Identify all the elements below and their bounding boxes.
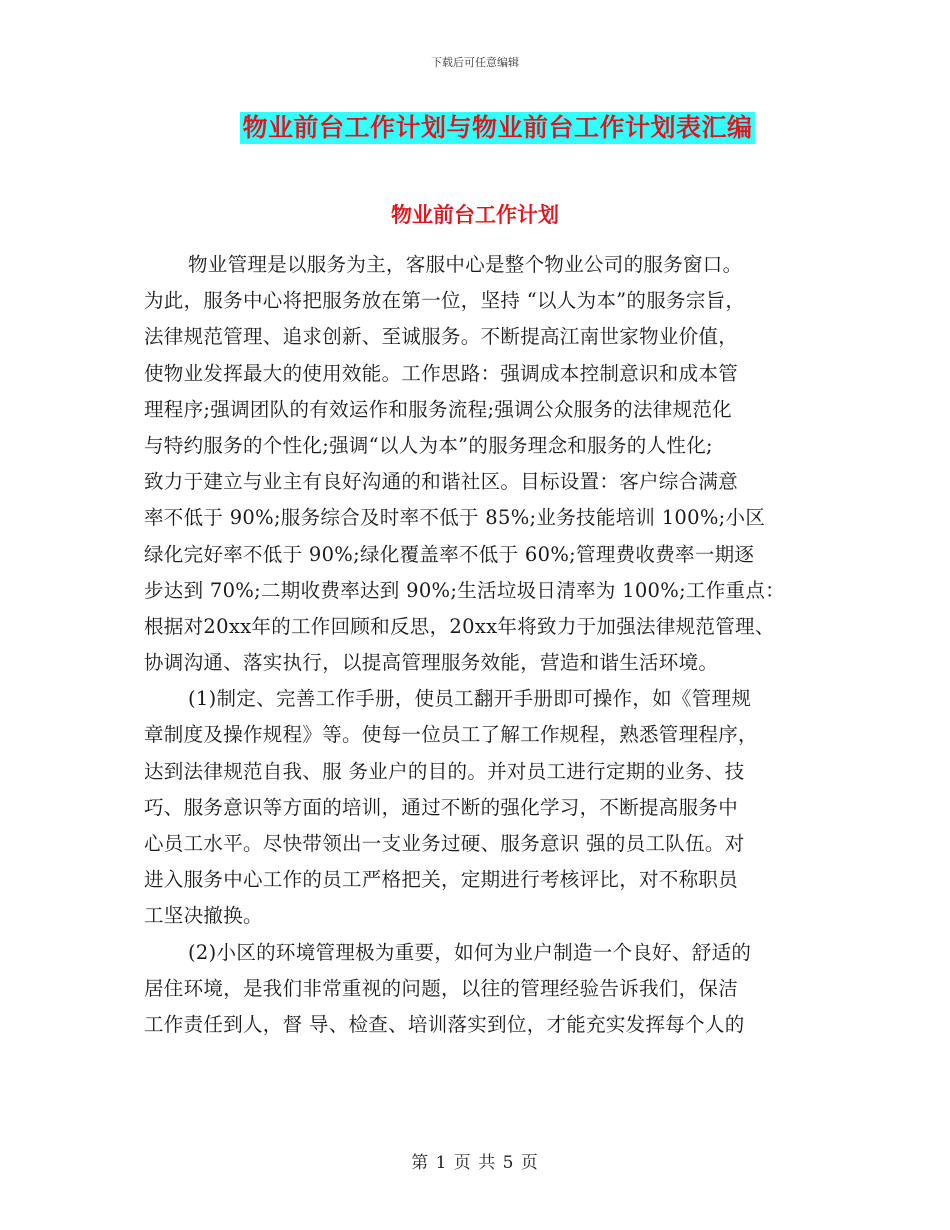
- text-line: 心员工水平。尽快带领出一支业务过硬、服务意识 强的员工队伍。对: [144, 832, 745, 855]
- page-number-footer: 第 1 页 共 5 页: [411, 1153, 539, 1173]
- text-line: 率不低于 90%;服务综合及时率不低于 85%;业务技能培训 100%;小区: [144, 506, 766, 530]
- text-line: 为此，服务中心将把服务放在第一位，坚持 “以人为本”的服务宗旨，: [144, 289, 746, 313]
- document-title-container: [0, 112, 950, 144]
- text-line: 达到法律规范自我、服 务业户的目的。并对员工进行定期的业务、技: [144, 759, 745, 783]
- paragraph-item-1: [144, 681, 816, 934]
- text-line: 居住环境，是我们非常重视的问题，以往的管理经验告诉我们，保洁: [144, 976, 739, 1000]
- text-line: 章制度及操作规程》等。使每一位员工了解工作规程，熟悉管理程序，: [144, 723, 758, 747]
- text-line: (2)小区的环境管理极为重要，如何为业户制造一个良好、舒适的: [188, 940, 752, 964]
- text-line: 与特约服务的个性化;强调“以人为本”的服务理念和服务的人性化;: [144, 433, 713, 457]
- text-line: 致力于建立与业主有良好沟通的和谐社区。目标设置：客户综合满意: [144, 470, 739, 494]
- document-title: 物业前台工作计划与物业前台工作计划表汇编: [242, 113, 753, 142]
- page-header-note: 下载后可任意编辑: [431, 56, 519, 69]
- text-line: 理程序;强调团队的有效运作和服务流程;强调公众服务的法律规范化: [144, 397, 732, 421]
- text-line: 法律规范管理、追求创新、至诚服务。不断提高江南世家物业价值，: [144, 325, 739, 349]
- text-line: 协调沟通、落实执行，以提高管理服务效能，营造和谐生活环境。: [144, 651, 719, 675]
- text-line: (1)制定、完善工作手册，使员工翻开手册即可操作，如《管理规: [188, 687, 752, 711]
- section-title: 物业前台工作计划: [391, 202, 559, 227]
- text-line: 巧、服务意识等方面的培训，通过不断的强化学习，不断提高服务中: [144, 795, 739, 819]
- text-line: 进入服务中心工作的员工严格把关，定期进行考核评比，对不称职员: [144, 868, 739, 892]
- document-body: [144, 247, 816, 1043]
- text-line: 物业管理是以服务为主，客服中心是整个物业公司的服务窗口。: [188, 253, 743, 276]
- paragraph-item-2: [144, 935, 816, 1044]
- text-line: 步达到 70%;二期收费率达到 90%;生活垃圾日清率为 100%;工作重点：: [144, 578, 785, 602]
- text-line: 工作责任到人，督 导、检查、培训落实到位，才能充实发挥每个人的: [144, 1012, 745, 1036]
- text-line: 根据对20xx年的工作回顾和反思，20xx年将致力于加强法律规范管理、: [144, 614, 775, 638]
- paragraph-intro: [144, 247, 816, 681]
- text-line: 使物业发挥最大的使用效能。工作思路：强调成本控制意识和成本管: [144, 361, 739, 385]
- text-line: 绿化完好率不低于 90%;绿化覆盖率不低于 60%;管理费收费率一期逐: [144, 542, 755, 566]
- text-line: 工坚决撤换。: [144, 904, 263, 928]
